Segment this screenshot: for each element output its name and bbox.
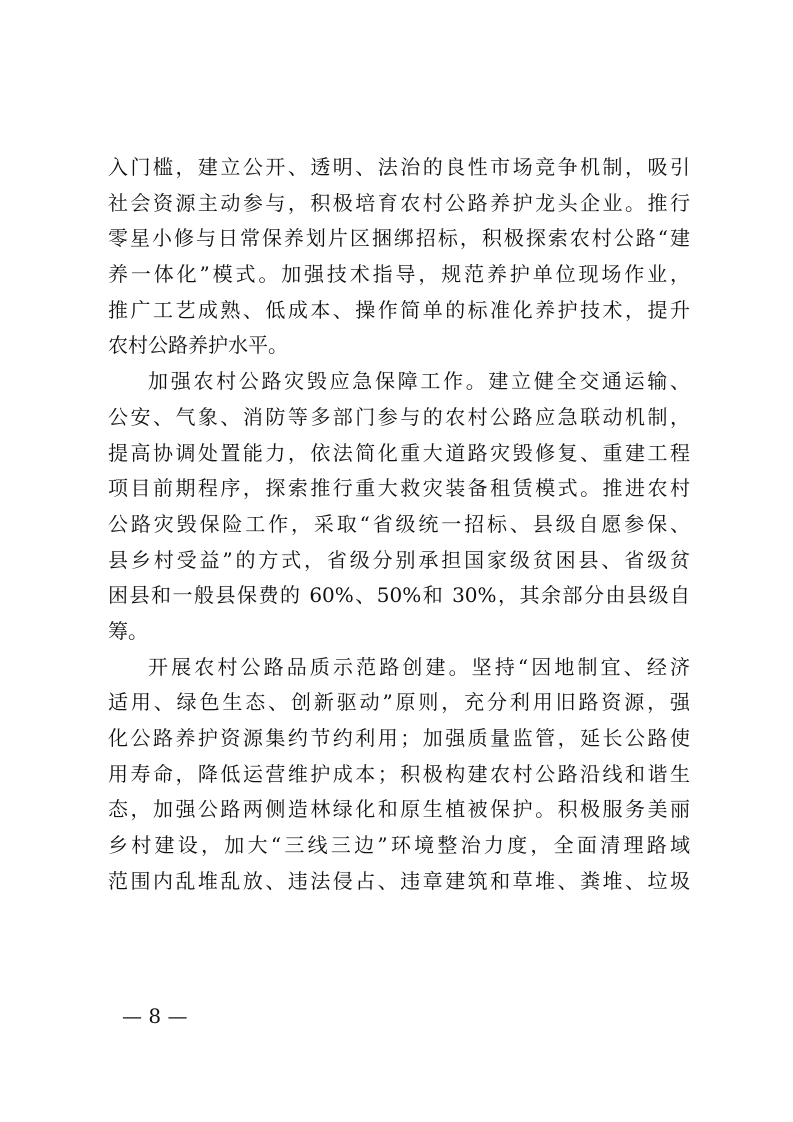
text-line: 化公路养护资源集约节约利用；加强质量监管，延长公路使 — [108, 726, 690, 750]
text-line: 养一体化”模式。加强技术指导，规范养护单位现场作业， — [108, 262, 690, 287]
text-line: 入门槛，建立公开、透明、法治的良性市场竞争机制，吸引 — [108, 155, 690, 179]
text-line: 推广工艺成熟、低成本、操作简单的标准化养护技术，提升 — [108, 297, 690, 322]
page-number: — 8 — — [122, 1004, 188, 1028]
text-line: 项目前期程序，探索推行重大救灾装备租赁模式。推进农村 — [108, 476, 690, 501]
body-text — [108, 150, 690, 899]
text-line: 农村公路养护水平。 — [108, 333, 288, 358]
text-line: 公安、气象、消防等多部门参与的农村公路应急联动机制， — [108, 404, 690, 429]
text-line: 范围内乱堆乱放、违法侵占、违章建筑和草堆、粪堆、垃圾 — [108, 868, 690, 893]
text-line: 社会资源主动参与，积极培育农村公路养护龙头企业。推行 — [108, 190, 690, 215]
text-line: 筹。 — [108, 618, 148, 643]
text-line: 零星小修与日常保养划片区捆绑招标，积极探索农村公路“建 — [108, 226, 690, 251]
text-line: 提高协调处置能力，依法简化重大道路灾毁修复、重建工程 — [108, 440, 690, 465]
text-line: 加强农村公路灾毁应急保障工作。建立健全交通运输、 — [148, 369, 690, 394]
text-line: 用寿命，降低运营维护成本；积极构建农村公路沿线和谐生 — [108, 761, 690, 786]
text-line: 乡村建设，加大“三线三边”环境整治力度，全面清理路域 — [108, 833, 690, 858]
text-line: 态，加强公路两侧造林绿化和原生植被保护。积极服务美丽 — [108, 797, 690, 822]
text-line: 公路灾毁保险工作，采取“省级统一招标、县级自愿参保、 — [108, 511, 690, 536]
text-line: 适用、绿色生态、创新驱动”原则，充分利用旧路资源，强 — [108, 690, 690, 715]
text-line: 开展农村公路品质示范路创建。坚持“因地制宜、经济 — [148, 654, 690, 679]
text-line: 困县和一般县保费的 60%、50%和 30%，其余部分由县级自 — [108, 583, 690, 608]
text-line: 县乡村受益”的方式，省级分别承担国家级贫困县、省级贫 — [108, 547, 690, 572]
